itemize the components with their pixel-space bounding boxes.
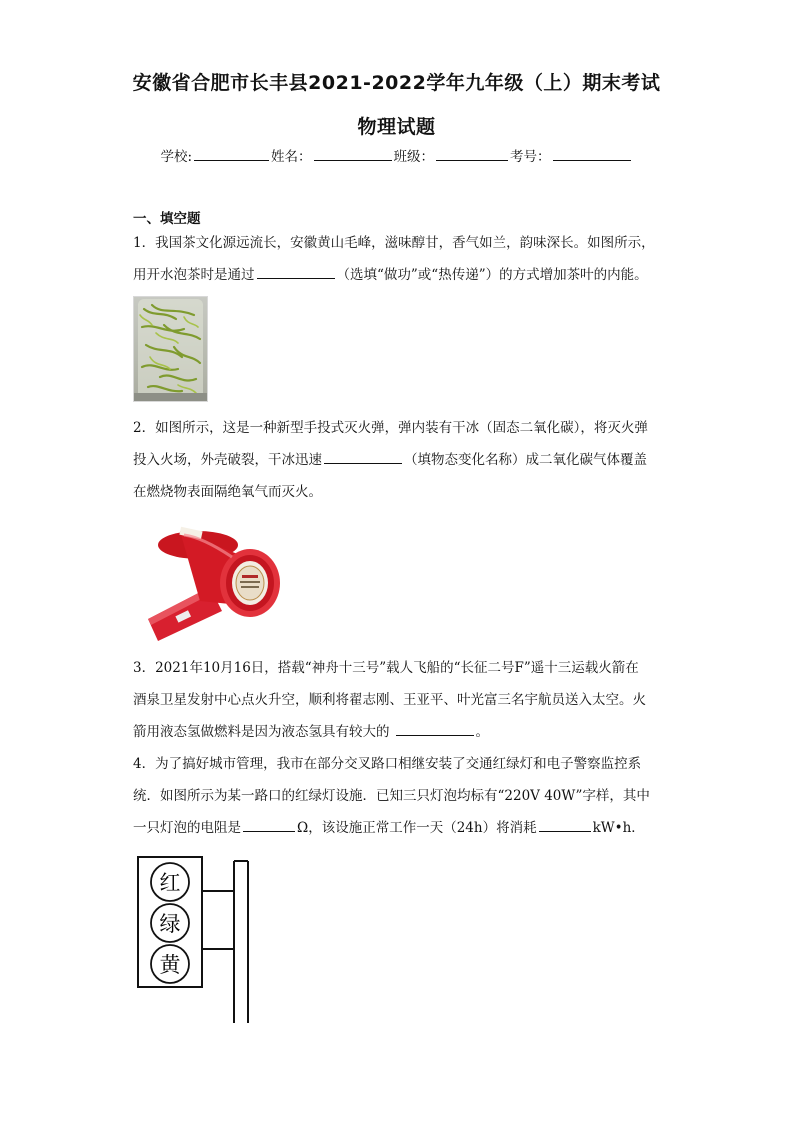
q2-answer-blank[interactable] [324,449,402,464]
q1-text-post: （选填“做功”或“热传递”）的方式增加茶叶的内能。 [336,267,648,283]
q4-line1: 4．为了搞好城市管理，我市在部分交叉路口相继安装了交通红绿灯和电子警察监控系 [133,756,642,772]
q4-resistance-blank[interactable] [243,817,295,832]
q3-line3 [133,716,663,748]
name-label: 姓名： [271,149,312,165]
green-light-label: 绿 [159,912,181,936]
q3-text-post: 。 [475,724,489,740]
question-4 [133,748,663,844]
exam-title: 安徽省合肥市长丰县2021-2022学年九年级（上）期末考试 [132,72,661,94]
exam-subtitle: 物理试题 [357,116,436,138]
student-info-line [0,145,793,165]
q4-text-post: kW•h． [592,820,645,836]
tea-glass-image [133,296,208,402]
fire-extinguisher-icon [140,515,290,645]
traffic-light-icon [136,855,256,1025]
exam-number-blank[interactable] [553,146,631,161]
q2-text-post: （填物态变化名称）成二氧化碳气体覆盖 [404,452,647,468]
section-title: 一、填空题 [133,211,201,227]
q1-line1: 1．我国茶文化源远流长，安徽黄山毛峰，滋味醇甘，香气如兰，韵味深长。如图所示， [133,235,655,251]
q4-text-pre: 一只灯泡的电阻是 [133,820,241,836]
q1-line2 [133,259,663,291]
q2-line2 [133,444,663,476]
tea-leaves-icon [134,297,207,401]
q2-line3: 在燃烧物表面隔绝氧气而灭火。 [133,484,322,500]
q3-text-pre: 箭用液态氢做燃料是因为液态氢具有较大的 [133,724,390,740]
q2-line1: 2．如图所示，这是一种新型手投式灭火弹，弹内装有干冰（固态二氧化碳），将灭火弹 [133,420,648,436]
q3-line1: 3．2021年10月16日，搭载“神舟十三号”载人飞船的“长征二号F”遥十三运载火箭在 [133,660,639,676]
yellow-light-label: 黄 [159,953,181,977]
exam-number-label: 考号： [510,149,551,165]
q4-text-mid: Ω，该设施正常工作一天（24h）将消耗 [297,820,537,836]
q4-line2: 统．如图所示为某一路口的红绿灯设施．已知三只灯泡均标有“220V 40W”字样，其中 [133,788,650,804]
fire-extinguisher-ball-image [140,515,290,645]
question-3 [133,652,663,748]
class-blank[interactable] [436,146,508,161]
q2-text-pre: 投入火场，外壳破裂，干冰迅速 [133,452,322,468]
q1-text-pre: 用开水泡茶时是通过 [133,267,255,283]
q4-energy-blank[interactable] [539,817,591,832]
name-blank[interactable] [314,146,392,161]
q3-line2: 酒泉卫星发射中心点火升空，顺利将翟志刚、王亚平、叶光富三名宇航员送入太空。火 [133,692,646,708]
q4-line3 [133,812,663,844]
q1-answer-blank[interactable] [257,264,335,279]
traffic-light-diagram [136,855,256,1025]
question-2 [133,412,663,508]
class-label: 班级： [393,149,435,165]
question-1 [133,227,663,291]
red-light-label: 红 [159,871,181,895]
school-label: 学校: [160,149,193,165]
q3-answer-blank[interactable] [396,721,474,736]
school-blank[interactable] [194,146,269,161]
